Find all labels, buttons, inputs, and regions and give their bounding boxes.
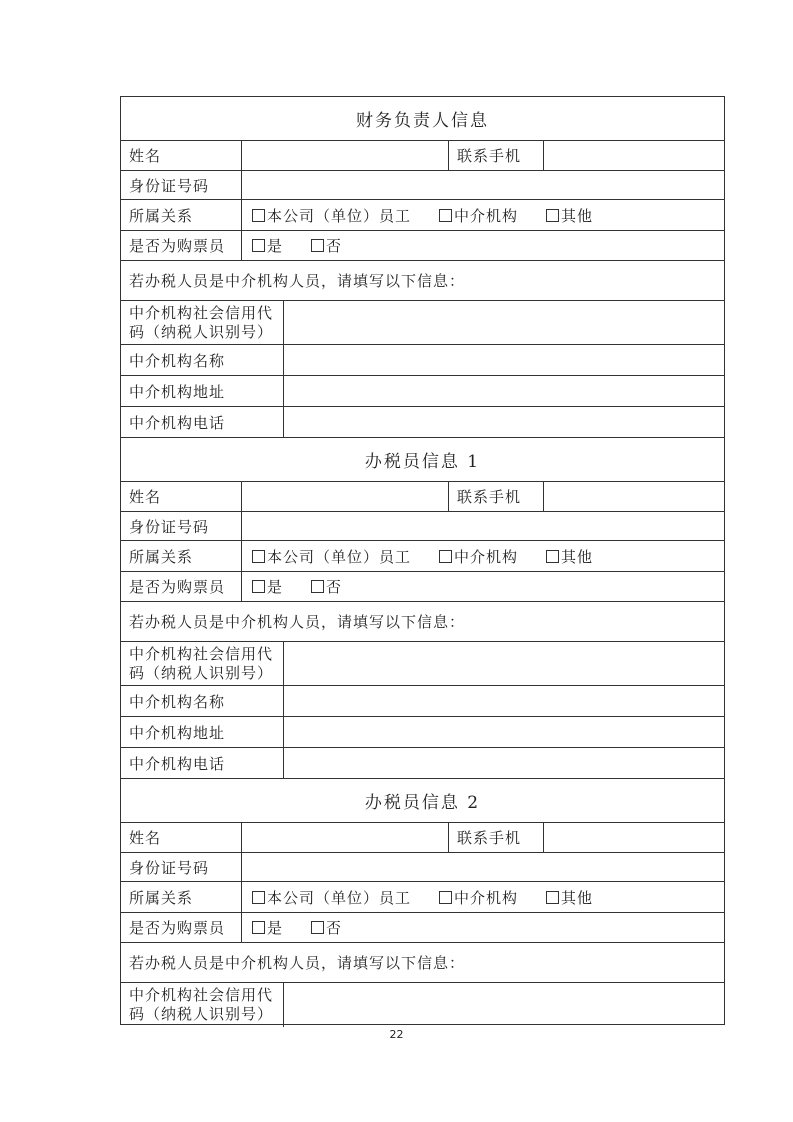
row-buyer [121,913,724,943]
relation-option-1-label: 本公司（单位）员工 [267,206,412,225]
checkbox-square[interactable] [439,891,452,904]
buyer-options [241,913,724,942]
row-title [121,97,724,141]
agency-code-label-line1: 中介机构社会信用代 [129,303,274,322]
relation-option-1[interactable] [252,546,411,567]
buyer-option-1[interactable] [252,917,283,938]
agency-code-label-line2: 码（纳税人识别号） [129,663,274,682]
row-code [121,301,724,345]
checkbox-square[interactable] [439,209,452,222]
agency-name-label: 中介机构名称 [129,351,226,370]
phone-label: 联系手机 [448,823,543,852]
relation-label: 所属关系 [129,547,194,566]
buyer-option-1[interactable] [252,576,283,597]
row-name [121,141,724,171]
tax-personnel-form [120,96,725,1025]
agency-code-label-line2: 码（纳税人识别号） [129,322,274,341]
row-title [121,779,724,823]
buyer-option-2[interactable] [311,917,342,938]
buyer-option-1[interactable] [252,235,283,256]
row-relation [121,200,724,231]
id-number-label: 身份证号码 [129,517,210,536]
checkbox-square[interactable] [252,239,265,252]
phone-input[interactable] [543,823,724,852]
buyer-option-2-label: 否 [326,578,343,596]
relation-option-1[interactable] [252,205,411,226]
buyer-label: 是否为购票员 [129,919,226,937]
row-title [121,438,724,482]
buyer-option-1-label: 是 [267,237,284,255]
checkbox-square[interactable] [252,580,265,593]
relation-option-2[interactable] [439,887,518,908]
name-label: 姓名 [129,829,162,847]
agency-phone-input[interactable] [283,748,724,778]
id-number-input[interactable] [241,512,724,540]
checkbox-square[interactable] [252,209,265,222]
row-aname [121,686,724,717]
phone-input[interactable] [543,141,724,170]
row-aaddr [121,376,724,407]
checkbox-square[interactable] [546,550,559,563]
row-relation [121,541,724,572]
agency-code-label [121,642,283,685]
relation-option-1-label: 本公司（单位）员工 [267,888,412,907]
name-input[interactable] [241,141,448,170]
section-title: 财务负责人信息 [356,111,489,131]
agency-address-label: 中介机构地址 [129,382,226,401]
buyer-label: 是否为购票员 [129,237,226,255]
checkbox-square[interactable] [252,891,265,904]
buyer-option-1-label: 是 [267,578,284,596]
relation-option-3[interactable] [546,887,593,908]
relation-option-2-label: 中介机构 [454,206,519,225]
row-aphone [121,407,724,438]
row-name [121,823,724,853]
name-label: 姓名 [129,488,162,506]
relation-option-2[interactable] [439,205,518,226]
relation-options [241,882,724,912]
row-relation [121,882,724,913]
agency-code-input[interactable] [283,301,724,344]
buyer-option-2[interactable] [311,235,342,256]
agency-name-input[interactable] [283,686,724,716]
id-number-input[interactable] [241,171,724,199]
relation-option-1-label: 本公司（单位）员工 [267,547,412,566]
agency-note: 若办税人员是中介机构人员，请填写以下信息： [129,613,466,631]
phone-label: 联系手机 [448,482,543,511]
phone-input[interactable] [543,482,724,511]
row-code [121,642,724,686]
row-name [121,482,724,512]
name-input[interactable] [241,823,448,852]
relation-option-3[interactable] [546,546,593,567]
agency-address-input[interactable] [283,376,724,406]
checkbox-square[interactable] [252,550,265,563]
relation-label: 所属关系 [129,888,194,907]
name-label: 姓名 [129,147,162,165]
agency-code-label-line1: 中介机构社会信用代 [129,644,274,663]
buyer-label: 是否为购票员 [129,578,226,596]
checkbox-square[interactable] [311,239,324,252]
relation-options [241,541,724,571]
agency-code-input[interactable] [283,983,724,1027]
id-number-label: 身份证号码 [129,858,210,877]
id-number-input[interactable] [241,853,724,881]
row-buyer [121,572,724,602]
agency-phone-label: 中介机构电话 [129,413,226,432]
row-code [121,983,724,1027]
relation-options [241,200,724,230]
row-aname [121,345,724,376]
row-note [121,602,724,642]
agency-code-label-line2: 码（纳税人识别号） [129,1005,274,1023]
relation-option-3-label: 其他 [561,206,594,225]
checkbox-square[interactable] [252,921,265,934]
row-id [121,512,724,541]
agency-code-label-line1: 中介机构社会信用代 [129,986,274,1004]
agency-name-label: 中介机构名称 [129,692,226,711]
checkbox-square[interactable] [546,209,559,222]
checkbox-square[interactable] [311,580,324,593]
agency-note: 若办税人员是中介机构人员，请填写以下信息： [129,954,466,972]
section-title: 办税员信息 2 [364,793,481,813]
agency-code-label [121,301,283,344]
row-id [121,853,724,882]
relation-option-3-label: 其他 [561,547,594,566]
row-aphone [121,748,724,779]
name-input[interactable] [241,482,448,511]
row-aaddr [121,717,724,748]
agency-code-label [121,983,283,1027]
relation-option-3[interactable] [546,205,593,226]
relation-option-2-label: 中介机构 [454,547,519,566]
buyer-option-2[interactable] [311,576,342,597]
checkbox-square[interactable] [546,891,559,904]
row-note [121,943,724,983]
row-buyer [121,231,724,261]
agency-note: 若办税人员是中介机构人员，请填写以下信息： [129,272,466,290]
buyer-option-2-label: 否 [326,237,343,255]
agency-name-input[interactable] [283,345,724,375]
row-id [121,171,724,200]
relation-option-3-label: 其他 [561,888,594,907]
checkbox-square[interactable] [439,550,452,563]
relation-option-2[interactable] [439,546,518,567]
phone-label: 联系手机 [448,141,543,170]
buyer-option-2-label: 否 [326,919,343,937]
agency-phone-input[interactable] [283,407,724,437]
agency-phone-label: 中介机构电话 [129,754,226,773]
checkbox-square[interactable] [311,921,324,934]
buyer-options [241,572,724,601]
relation-option-2-label: 中介机构 [454,888,519,907]
id-number-label: 身份证号码 [129,176,210,195]
buyer-option-1-label: 是 [267,919,284,937]
agency-address-input[interactable] [283,717,724,747]
buyer-options [241,231,724,260]
section-title: 办税员信息 1 [364,452,481,472]
agency-code-input[interactable] [283,642,724,685]
relation-option-1[interactable] [252,887,411,908]
agency-address-label: 中介机构地址 [129,723,226,742]
row-note [121,261,724,301]
relation-label: 所属关系 [129,206,194,225]
page-number: 22 [389,1028,404,1041]
